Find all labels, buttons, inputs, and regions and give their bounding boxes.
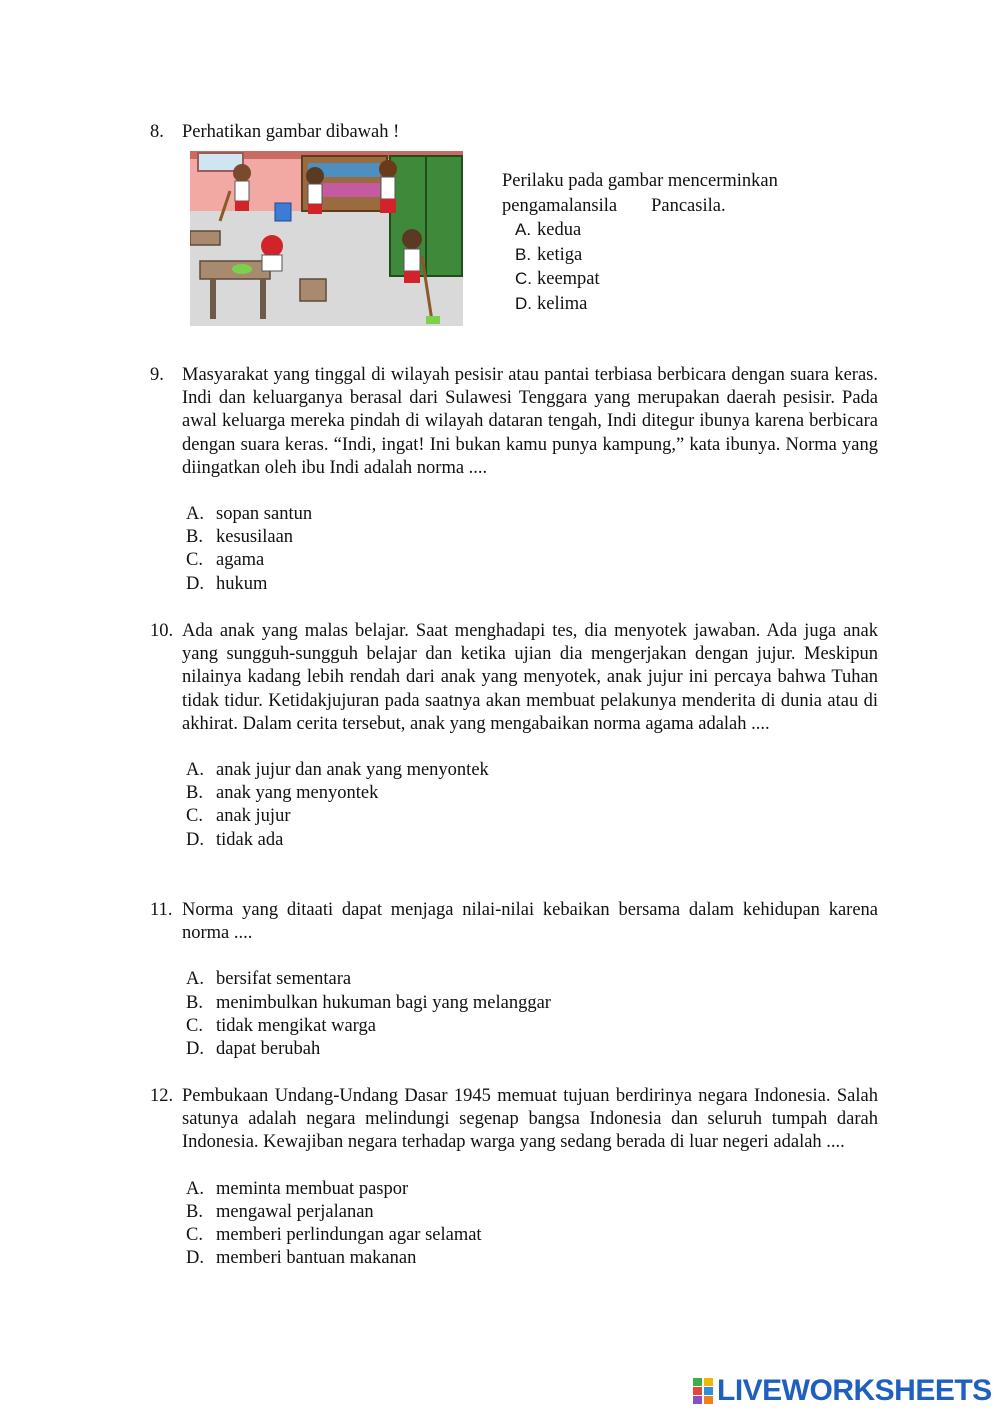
option-b[interactable]: B. mengawal perjalanan: [186, 1201, 374, 1222]
question-number: 10.: [150, 621, 174, 641]
option-a[interactable]: A. sopan santun: [186, 504, 313, 525]
option-c[interactable]: C. agama: [186, 550, 265, 571]
question-12: [150, 1085, 878, 1270]
option-b[interactable]: B. ketiga: [515, 244, 583, 265]
question-number: 11.: [150, 900, 173, 920]
question-9: [150, 364, 878, 596]
question-number: 8.: [150, 122, 164, 142]
liveworksheets-logo: [692, 1373, 992, 1409]
option-c[interactable]: C. tidak mengikat warga: [186, 1015, 376, 1036]
option-c[interactable]: C. memberi perlindungan agar selamat: [186, 1225, 482, 1246]
liveworksheets-logo-icon: [692, 1377, 714, 1405]
option-a[interactable]: A. anak jujur dan anak yang menyontek: [186, 760, 489, 781]
question-number: 12.: [150, 1086, 174, 1106]
option-d[interactable]: D. hukum: [186, 573, 268, 594]
option-c[interactable]: C. anak jujur: [186, 806, 291, 827]
option-a[interactable]: A. meminta membuat paspor: [186, 1178, 409, 1199]
option-list: [186, 968, 878, 1061]
option-b[interactable]: B. menimbulkan hukuman bagi yang melanggar: [186, 992, 551, 1013]
option-c[interactable]: C. keempat: [515, 269, 600, 289]
question-text: Pembukaan Undang-Undang Dasar 1945 memuat tujuan berdirinya negara Indonesia. Salah satunya adalah negara melindungi segenap bangsa Indonesia dan seluruh tumpah darah Indonesia. Kewajiban negara terhadap warga yang sedang berada di luar negeri adalah ....: [182, 1086, 878, 1153]
option-d[interactable]: D. tidak ada: [186, 829, 284, 850]
option-d[interactable]: D. kelima: [515, 293, 588, 314]
option-list: [186, 1178, 878, 1271]
option-a[interactable]: A. kedua: [515, 220, 582, 240]
question-8-prompt: [502, 169, 778, 316]
question-11: [150, 899, 878, 1061]
logo-text: LIVEWORKSHEETS: [717, 1374, 992, 1407]
question-10: [150, 620, 878, 852]
question-text: Norma yang ditaati dapat menjaga nilai-nilai kebaikan bersama dalam kehidupan karena norma ....: [182, 900, 878, 944]
question-text: Masyarakat yang tinggal di wilayah pesisir atau pantai terbiasa berbicara dengan suara keras. Indi dan keluarganya berasal dari Sulawesi Tenggara yang merupakan daerah pesisir. Pada awal keluarga mereka pindah di wilayah dataran tengah, Indi ditegur ibunya karena berbicara dengan suara keras. “Indi, ingat! Ini bukan kamu punya kampung,” kata ibunya. Norma yang diingatkan oleh ibu Indi adalah norma ....: [182, 365, 878, 478]
prompt-line: pengamalansila Pancasila.: [502, 195, 726, 216]
question-text: Perhatikan gambar dibawah !: [182, 122, 400, 142]
question-number: 9.: [150, 365, 164, 385]
option-a[interactable]: A. bersifat sementara: [186, 969, 352, 990]
option-b[interactable]: B. anak yang menyontek: [186, 783, 379, 804]
option-d[interactable]: D. memberi bantuan makanan: [186, 1248, 417, 1269]
option-list: [186, 503, 878, 596]
option-d[interactable]: D. dapat berubah: [186, 1039, 321, 1060]
option-list: [186, 759, 878, 852]
classroom-cleaning-illustration: [190, 151, 463, 326]
question-8-title: [150, 121, 399, 144]
prompt-line: Perilaku pada gambar mencerminkan: [502, 171, 778, 191]
question-text: Ada anak yang malas belajar. Saat menghadapi tes, dia menyotek jawaban. Ada juga anak yang sungguh-sungguh belajar dan ketika ujian dia mengerjakan dengan jujur. Meskipun nilainya kadang lebih rendah dari anak yang menyotek, anak jujur ini percaya bahwa Tuhan tidak tidur. Ketidakjujuran pada saatnya akan membuat pelakunya menderita di dunia atau di akhirat. Dalam cerita tersebut, anak yang mengabaikan norma agama adalah ....: [182, 621, 878, 734]
option-b[interactable]: B. kesusilaan: [186, 527, 294, 548]
